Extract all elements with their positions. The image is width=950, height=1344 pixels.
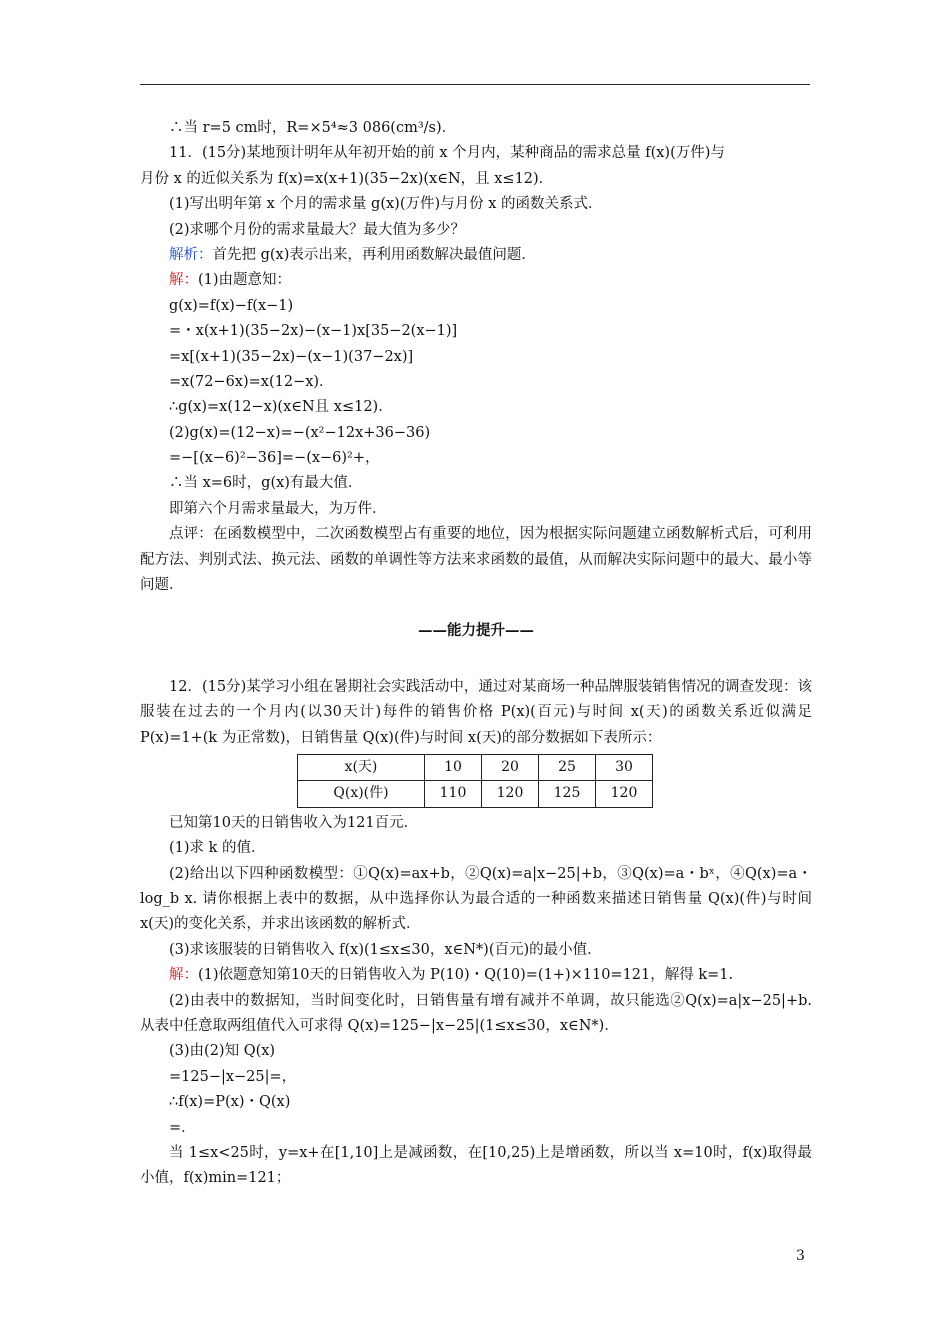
text-line: 已知第10天的日销售收入为121百元． [169,814,419,831]
problem-12-paragraph: 12．(15分)某学习小组在暑期社会实践活动中，通过对某商场一种品牌服装销售情况的调查发现：该服装在过去的一个月内(以30天计)每件的销售价格 P(x)(百元)与时间 x(天)的函数关系近似满足 P(x)=1+(k 为正常数)，日销售量 Q(x)(件)与时间 x(天)的部分数据如下表所示： [140,678,812,746]
table-cell: 110 [425,781,482,807]
table-row [298,781,653,807]
math-line: ∴f(x)=P(x)・Q(x) [169,1094,291,1111]
header-rule [140,84,810,85]
data-table [297,754,653,808]
solution-text: (1)由题意知： [198,272,292,289]
math-line: g(x)=f(x)−f(x−1) [169,297,294,314]
problem-11-line: 11．(15分)某地预计明年从年初开始的前 x 个月内，某种商品的需求总量 f(x)(万件)与 [169,145,725,162]
table-cell: 120 [482,781,539,807]
table-cell: 20 [482,755,539,781]
page-content [140,116,812,1192]
final-paragraph: 当 1≤x<25时，y=x+在[1,10]上是减函数，在[10,25)上是增函数，所以当 x=10时，f(x)取得最小值，f(x)min=121； [140,1145,812,1187]
table-row [298,755,653,781]
table-header-cell: Q(x)(件) [298,781,425,807]
table-header-cell: x(天) [298,755,425,781]
analysis-text: 首先把 g(x)表示出来，再利用函数解决最值问题． [212,246,536,263]
table-cell: 10 [425,755,482,781]
section-heading: ——能力提升—— [418,622,534,640]
solution-paragraph: (2)由表中的数据知，当时间变化时，日销售量有增有减并不单调，故只能选②Q(x)=a|x−25|+b. 从表中任意取两组值代入可求得 Q(x)=125−|x−25|(1≤x≤30，x∈N*)． [140,992,812,1035]
question-line: (2)求哪个月份的需求量最大？最大值为多少？ [169,221,466,238]
solution-text: (1)依题意知第10天的日销售收入为 P(10)・Q(10)=(1+)×110=121，解得 k=1. [198,967,734,984]
table-cell: 125 [539,781,596,807]
math-line: (3)由(2)知 Q(x) [169,1043,276,1060]
table-cell: 30 [596,755,653,781]
solution-line [140,963,812,988]
comment-paragraph: 点评：在函数模型中，二次函数模型占有重要的地位，因为根据实际问题建立函数解析式后，可利用配方法、判别式法、换元法、函数的单调性等方法来求函数的最值，从而解决实际问题中的最大、最小等问题． [140,526,812,594]
solution-line [140,268,812,293]
math-line: =−[(x−6)²−36]=−(x−6)²+， [169,450,380,467]
math-line: =x(72−6x)=x(12−x)． [169,373,334,390]
page-number: 3 [796,1248,805,1264]
math-line: =． [169,1119,196,1136]
math-line: =x[(x+1)(35−2x)−(x−1)(37−2x)] [169,348,414,365]
question-line: (1)写出明年第 x 个月的需求量 g(x)(万件)与月份 x 的函数关系式． [169,196,603,213]
math-line: ∴当 x=6时，g(x)有最大值． [169,475,363,492]
problem-11-line: 月份 x 的近似关系为 f(x)=x(x+1)(35−2x)(x∈N，且 x≤12)． [140,170,554,187]
table-cell: 25 [539,755,596,781]
analysis-label: 解析： [169,246,213,263]
math-line: =・x(x+1)(35−2x)−(x−1)x[35−2(x−1)] [169,323,458,340]
text-line: ∴当 r=5 cm时，R=×5⁴≈3 086(cm³/s)． [169,120,457,136]
question-paragraph: (2)给出以下四种函数模型：①Q(x)=ax+b，②Q(x)=a|x−25|+b，③Q(x)=a・bˣ，④Q(x)=a・log_b x. 请你根据上表中的数据，从中选择你认为最合适的一种函数来描述日销售量 Q(x)(件)与时间 x(天)的变化关系，并求出该函数的解析式． [140,865,812,933]
question-line: (3)求该服装的日销售收入 f(x)(1≤x≤30，x∈N*)(百元)的最小值． [169,941,602,958]
math-line: ∴g(x)=x(12−x)(x∈N且 x≤12)． [169,399,393,416]
analysis-line [140,243,812,268]
question-line: (1)求 k 的值． [169,840,266,857]
math-line: (2)g(x)=(12−x)=−(x²−12x+36−36) [169,424,431,441]
math-line: =125−|x−25|=， [169,1068,297,1085]
solution-label: 解： [169,967,198,984]
table-cell: 120 [596,781,653,807]
math-line: 即第六个月需求量最大，为万件． [169,500,387,517]
solution-label: 解： [169,272,198,289]
